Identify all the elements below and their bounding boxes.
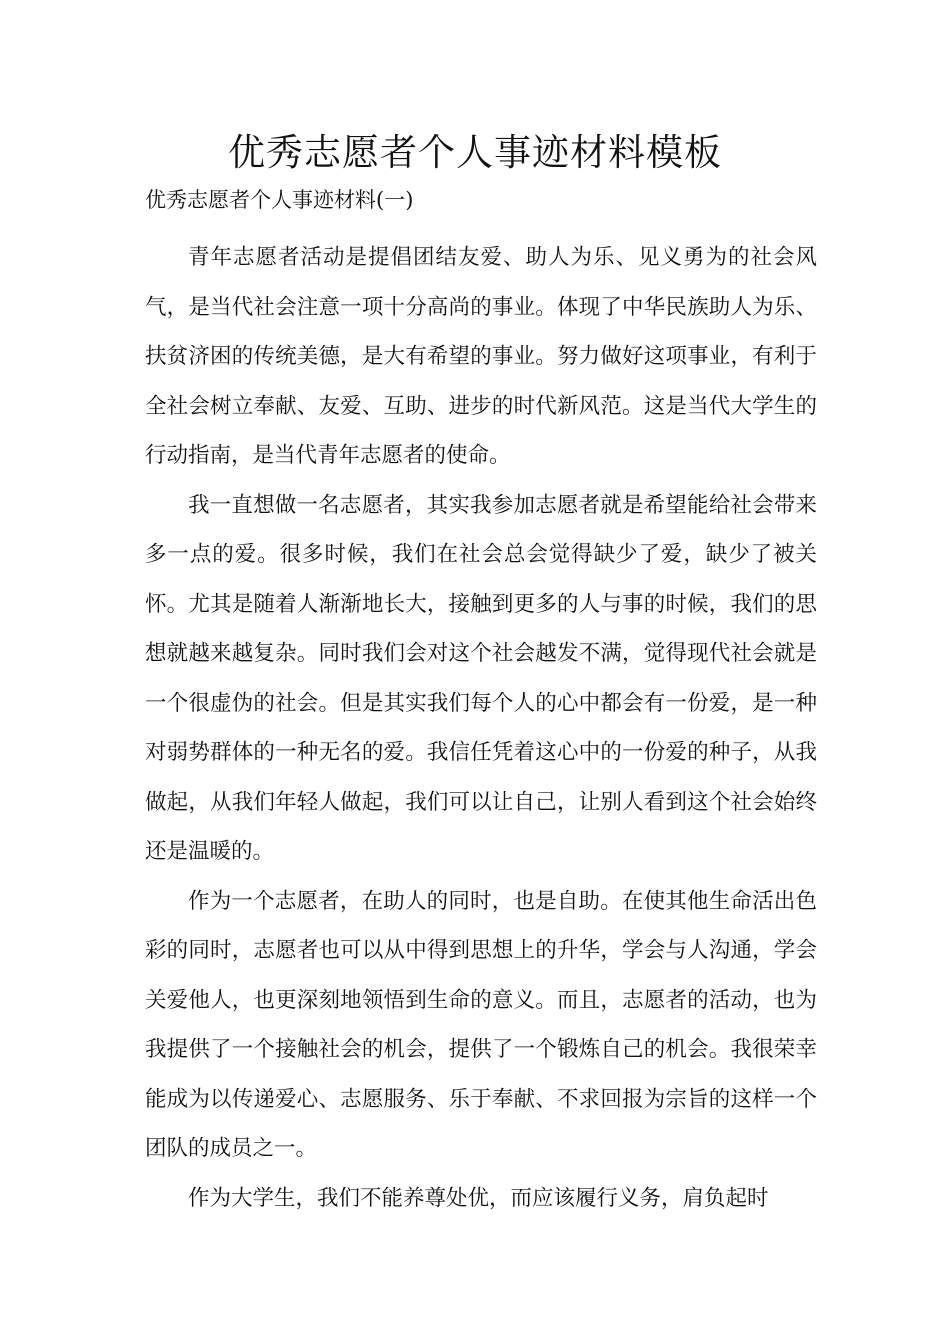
paragraph-2: 我一直想做一名志愿者，其实我参加志愿者就是希望能给社会带来多一点的爱。很多时候，我们在社会总会觉得缺少了爱，缺少了被关怀。尤其是随着人渐渐地长大，接触到更多的人与事的时候，我们的思想就越来越复杂。同时我们会对这个社会越发不满，觉得现代社会就是一个很虚伪的社会。但是其实我们每个人的心中都会有一份爱，是一种对弱势群体的一种无名的爱。我信任凭着这心中的一份爱的种子，从我做起，从我们年轻人做起，我们可以让自己，让别人看到这个社会始终还是温暖的。 xyxy=(145,492,817,864)
paragraph-4: 作为大学生，我们不能养尊处优，而应该履行义务，肩负起时 xyxy=(188,1185,769,1211)
paragraph-3: 作为一个志愿者，在助人的同时，也是自助。在使其他生命活出色彩的同时，志愿者也可以从中得到思想上的升华，学会与人沟通，学会关爱他人，也更深刻地领悟到生命的意义。而且，志愿者的活动，也为我提供了一个接触社会的机会，提供了一个锻炼自己的机会。我很荣幸能成为以传递爱心、志愿服务、乐于奉献、不求回报为宗旨的这样一个团队的成员之一。 xyxy=(145,888,817,1161)
paragraph-1: 青年志愿者活动是提倡团结友爱、助人为乐、见义勇为的社会风气，是当代社会注意一项十分高尚的事业。体现了中华民族助人为乐、扶贫济困的传统美德，是大有希望的事业。努力做好这项事业，有利于全社会树立奉献、友爱、互助、进步的时代新风范。这是当代大学生的行动指南，是当代青年志愿者的使命。 xyxy=(145,245,817,468)
document-subtitle: 优秀志愿者个人事迹材料(一) xyxy=(145,188,414,212)
document-title: 优秀志愿者个人事迹材料模板 xyxy=(228,131,722,174)
document-body xyxy=(145,233,817,1223)
